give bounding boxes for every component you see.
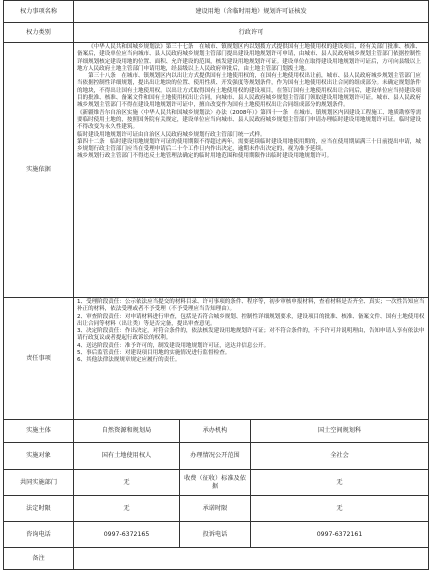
subject-value: 自然资源和规划局 — [74, 420, 180, 443]
duty-item: 1、受理阶段责任：公示依法应当提交的材料目录、许可事项的条件、程序等，初步审核申报材料，查看材料是否齐全、真实；一次性告知应当补正的材料，依法受理或者不予受理（不予受理应当告知理由）。 — [77, 299, 425, 313]
legal-deadline-label: 法定时限 — [4, 496, 74, 522]
disclosure-scope-label: 办理情况公开范围 — [180, 443, 251, 470]
category-label: 权力类别 — [4, 23, 74, 43]
item-name-label: 权力事项名称 — [4, 1, 74, 23]
row-remark — [4, 548, 429, 570]
row-category — [4, 23, 429, 43]
promised-deadline-label: 承诺时限 — [180, 496, 251, 522]
duty-item: 3、决定阶段责任：作出决定，对符合条件的，依法核发建设用地规划许可证；对不符合条件的，不予许可并说明理由，告知申请人享有依法申请行政复议或者提起行政诉讼的权利。 — [77, 328, 425, 342]
basis-paragraph: 城乡规划行政主管部门不得违反土地管理法确定的临时用地范围和使用期限作出临时建设用地规划许可。 — [77, 153, 333, 160]
duty-content — [74, 298, 429, 420]
basis-paragraph: 临时建设用地规划许可证由自治区人民政府城乡规划行政主管部门统一式样。 — [77, 131, 266, 138]
joint-dept-value: 无 — [74, 470, 180, 496]
duty-item: 2、审查阶段责任：对申请材料进行审查，包括是否符合城乡规划、控制性详细规划要求，建设项目的批准、核准、备案文件、国有土地使用权出让合同等材料（出让类）等是否完备，提出审查意见。 — [77, 313, 425, 327]
row-deadline — [4, 496, 429, 522]
disclosure-scope-value: 全社会 — [251, 443, 429, 470]
basis-label: 实施依据 — [4, 43, 74, 298]
row-subject — [4, 420, 429, 443]
row-item-name — [4, 1, 429, 23]
complaint-phone-label: 投诉电话 — [180, 522, 251, 548]
agency-value: 国土空间规划科 — [251, 420, 429, 443]
power-item-table — [3, 0, 429, 570]
consult-phone-value: 0997-6372165 — [74, 522, 180, 548]
agency-label: 承办机构 — [180, 420, 251, 443]
basis-content — [74, 43, 429, 298]
remark-label: 备注 — [4, 548, 74, 570]
duty-item: 6、其他法律法规规章规定应履行的责任。 — [77, 357, 181, 364]
joint-dept-label: 共同实施部门 — [4, 470, 74, 496]
category-value: 行政许可 — [74, 23, 429, 43]
promised-deadline-value: 无 — [251, 496, 429, 522]
consult-phone-label: 咨询电话 — [4, 522, 74, 548]
basis-paragraph: 《新疆维吾尔自治区实施〈中华人民共和国城乡规划法〉办法（2008年）》第四十一条 在城市、镇规划区内因建设工程施工、地质勘察等需要临时使用土地的，按照国务院有关规定，建设单位应当向城市、县人民政府城乡规划主管部门申请办理临时建设用地规划许可证。临时建设不得改变为永久性建筑。 — [77, 109, 422, 131]
remark-value — [74, 548, 429, 570]
target-value: 国有土地使用权人 — [74, 443, 180, 470]
basis-paragraph: 第三十八条 在城市、镇规划区内以出让方式提供国有土地使用权的，在国有土地使用权出让前，城市、县人民政府城乡规划主管部门应当依据控制性详细规划，提出出让地块的位置、使用性质、开发强度等规划条件，作为国有土地使用权出让合同的组成部分。未确定规划条件的地块，不得出让国有土地使用权。以出让方式取得国有土地使用权的建设项目，在签订国有土地使用权出让合同后，建设单位应当持建设项目的批准、核准、备案文件和国有土地使用权出让合同，向城市、县人民政府城乡规划主管部门领取建设用地规划许可证。城市、县人民政府城乡规划主管部门不得在建设用地规划许可证中，擅自改变作为国有土地使用权出让合同组成部分的规划条件。 — [77, 73, 421, 109]
duty-item: 5、事后监管责任：对建设项目用地的实施情况进行监督检查。 — [77, 350, 231, 357]
fee-standard-label: 收费（征收）标准及依据 — [180, 470, 251, 496]
legal-deadline-value: 无 — [74, 496, 180, 522]
target-label: 实施对象 — [4, 443, 74, 470]
row-basis — [4, 43, 429, 298]
row-phone — [4, 522, 429, 548]
basis-paragraph: 第四十二条 临时建设用地规划许可证的使用期限不得超过两年。需要延续临时建设用地使用期的，应当在使用期届满三十日前提出申请，城乡规划行政主管部门应当在受理申请后二十个工作日内作出决定，逾期未作出决定的，视为准予延续。 — [77, 138, 421, 153]
fee-standard-value: 无 — [251, 470, 429, 496]
row-duty — [4, 298, 429, 420]
duty-label: 责任事项 — [4, 298, 74, 420]
item-name-value: 建设用地（含临时用地）规划许可证核发 — [74, 1, 429, 23]
basis-paragraph: 《中华人民共和国城乡规划法》第三十七条 在城市、镇规划区内以划拨方式提供国有土地使用权的建设项目，经有关部门批准、核准、备案后，建设单位应当向城市、县人民政府城乡规划主管部门提出建设用地规划许可申请，由城市、县人民政府城乡规划主管部门依据控制性详细规划核定建设用地的位置、面积、允许建设的范围，核发建设用地规划许可证。建设单位在取得建设用地规划许可证后，方可向县级以上地方人民政府土地主管部门申请用地，经县级以上人民政府审批后，由土地主管部门划拨土地。 — [77, 44, 421, 72]
subject-label: 实施主体 — [4, 420, 74, 443]
row-joint — [4, 470, 429, 496]
row-target — [4, 443, 429, 470]
complaint-phone-value: 0997-6372161 — [251, 522, 429, 548]
duty-item: 4、送达阶段责任：准予许可的，制发建设用地规划许可证，送达并信息公开。 — [77, 342, 270, 349]
